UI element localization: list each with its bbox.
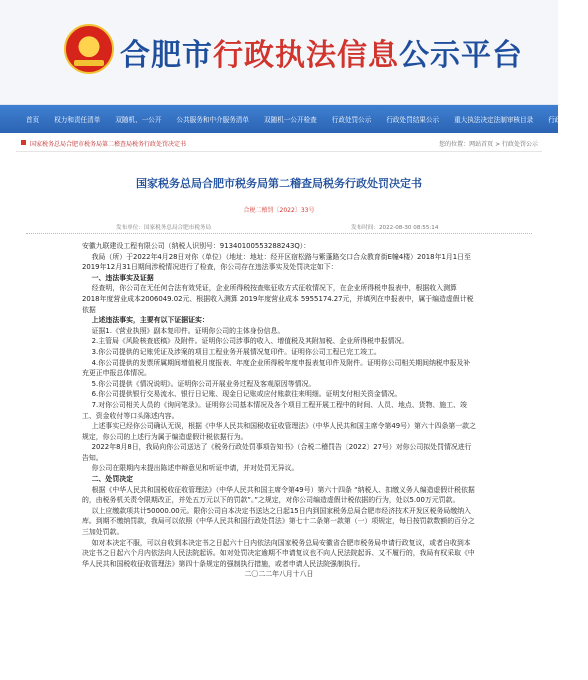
document-paragraph: 4.你公司提供的发票所属期间增值税月度报表、年度企业所得税年度申报表复印件及附件。证明你公司相关期间纳税申报及补充更正申报总体情况。 [82,358,471,378]
nav-item-penalty-notice[interactable]: 行政处罚公示 [331,116,372,124]
document-paragraph: 经查明，你公司在无任何合法有效凭证，企业所得税按查账征收方式征收情况下，在企业所得税申报表中，根据收入测算 2018年度营业成本2006049.02元、根据收入测算 2019年度营业成本 5955174.27元，并填列在申报表中，属于编造虚假计税依据 [82,284,474,314]
document-paragraph: 3.你公司提供的记账凭证及涉案的项目工程业务开展情况复印件。证明你公司工程已完工竣工。 [91,347,381,356]
nav-item-legal-review[interactable]: 重大执法决定法制审核目录 [454,116,534,124]
national-emblem-icon [64,24,114,74]
nav-item-home[interactable]: 首页 [26,116,40,124]
nav-item-penalty-data[interactable]: 行政处罚数据 [548,116,588,124]
breadcrumb[interactable]: 您的位置：网站首页 > 行政处罚公示 [439,141,538,148]
site-title-part1: 合肥市 [120,38,213,73]
document-paragraph: 上述违法事实，主要有以下证据证实： [91,316,209,325]
document-paragraph: 上述事实已经你公司确认无误，根据《中华人民共和国税收征收管理法》（中华人民共和国主席令第49号）第六十四条第一款之规定，你公司的上述行为属于编造虚假计税依据行为。 [82,422,476,441]
document-title: 国家税务总局合肥市税务局第二稽查局税务行政处罚决定书 [136,177,422,190]
nav-item-random-check[interactable]: 双随机一公开检查 [264,116,317,124]
document-paragraph: 2022年8月8日，我局向你公司送达了《税务行政处罚事项告知书》（合税二稽罚告〔2022〕27号）对你公司拟处罚情况进行告知。 [82,443,472,462]
document-meta [26,221,532,234]
document-paragraph: 根据《中华人民共和国税收征收管理法》（中华人民共和国主席令第49号）第六十四条 “纳税人、扣缴义务人编造虚假计税依据的，由税务机关责令限期改正，并处五万元以下的罚款”。”之规定，对你公司编造虚假计税依据的行为，处以5.00万元罚款。 [82,485,475,505]
document-paragraph: 以上应缴款项共计50000.00元。限你公司自本决定书送达之日起15日内到国家税务总局合肥市经济技术开发区税务局缴纳入库。到期不缴纳罚款，我局可以依照《中华人民共和国行政处罚法》第七十二条第一款第（一）项规定，每日按罚款数额的百分之三加处罚款。 [82,506,475,537]
current-page-label: 国家税务总局合肥市税务局第二稽查局税务行政处罚决定书 [30,141,187,148]
publish-date: 发布时间：2022-08-30 08:55:14 [351,225,439,231]
document-paragraph: 如对本决定不服，可以自收到本决定书之日起六十日内依法向国家税务总局安徽省合肥市税务局申请行政复议，或者自收到本决定书之日起六个月内依法向人民法院起诉。如对处罚决定逾期不申请复议也不向人民法院起诉、又不履行的，我局有权采取《中华人民共和国税收征收管理法》第四十条规定的强制执行措施，或者申请人民法院强制执行。 [82,538,475,568]
document-number: 合税二稽罚〔2022〕33号 [243,207,315,214]
document-paragraph: 证据1.《营业执照》副本复印件。证明你公司的主体身份信息。 [91,326,285,335]
document-paragraph: 二、处罚决定 [91,475,133,484]
nav-item-power-list[interactable]: 权力和责任清单 [54,116,101,124]
nav-item-penalty-results[interactable]: 行政处罚结果公示 [386,116,440,124]
main-nav [0,105,588,133]
site-title [120,30,523,74]
document-paragraph: 6.你公司提供银行交易流水、银行日记账、现金日记账或应付账款往来明细。证明支付相关资金情况。 [91,390,402,399]
document-body [82,241,476,580]
document-paragraph: 一、违法事实及证据 [91,273,154,282]
breadcrumb-bar [16,136,542,152]
document-paragraph: 你公司在限期内未提出陈述申辩意见和听证申请，并对处罚无异议。 [91,464,299,473]
nav-item-random-inspection[interactable]: 双随机、一公开 [115,116,162,124]
nav-item-public-services[interactable]: 公共服务和中介服务清单 [176,116,250,124]
document-paragraph: 二〇二二年八月十八日 [244,570,314,579]
site-title-part3: 公示平台 [399,38,523,73]
site-title-part2: 行政执法信息 [213,38,399,73]
publisher: 发布单位：国家税务总局合肥市税务局 [116,225,212,231]
document-paragraph: 安徽九联建设工程有限公司（纳税人识别号：91340100553288243Q）： [82,242,311,250]
site-header [0,0,558,105]
document-paragraph: 5.你公司提供《情况说明》。证明你公司开展业务过程及客观原因等情况。 [91,379,316,388]
document-paragraph: 2.主管局《风险核查底稿》及附件。证明你公司涉事的收入、增值税及其附加税、企业所得税申报情况。 [91,337,409,346]
document-paragraph: 7.对你公司相关人员的《询问笔录》。证明你公司基本情况及各个项目工程开展工程中的时间、人员、地点、货物、施工、竣工、资金收付等口头陈述内容。 [82,400,467,420]
document-paragraph: 我局（所）于2022年4月28日对你（单位）（地址：地址：经开区宿松路与紫蓬路交口合众教育街E幢4楼）2018年1月1日至2019年12月31日期间涉税情况进行了检查，你公司存在违法事实及处罚决定如下： [82,252,471,272]
